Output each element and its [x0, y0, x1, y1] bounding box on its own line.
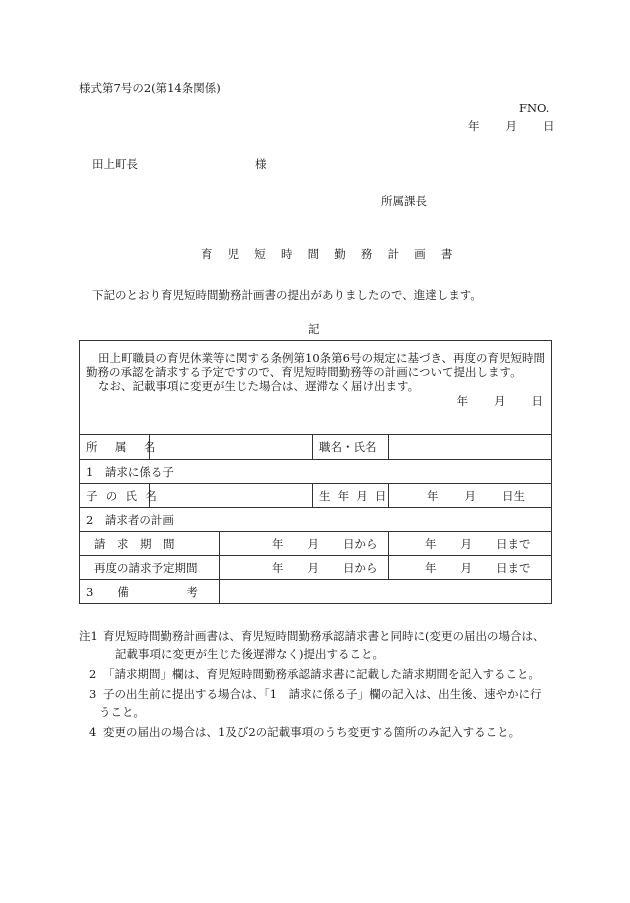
rp-start-month: 月 — [307, 536, 319, 551]
request-period-end[interactable] — [389, 532, 552, 556]
sender-title: 所属課長 — [381, 194, 427, 208]
rr-end-year: 年 — [425, 560, 437, 575]
re-request-row — [80, 556, 552, 580]
note-1-line-b: 記載事項に変更が生じた後遅滞なく)提出すること。 — [115, 647, 384, 661]
note-4-number: 4 — [89, 725, 97, 739]
position-name-value[interactable] — [389, 435, 552, 460]
child-row — [80, 484, 552, 508]
lead-text: 下記のとおり育児短時間勤務計画書の提出がありましたので、進達します。 — [92, 288, 482, 302]
remarks-row — [80, 580, 552, 604]
rr-start-month: 月 — [307, 560, 319, 575]
date-day: 日 — [543, 119, 555, 133]
birthdate-label: 生 年 月 日 — [313, 484, 389, 508]
request-period-row — [80, 532, 552, 556]
document-title: 育 児 短 時 間 勤 務 計 画 書 — [201, 247, 459, 261]
note-3-line-a: 子の出生前に提出する場合は、「1 請求に係る子」欄の記入は、出生後、速やかに行 — [103, 687, 542, 701]
note-3-number: 3 — [89, 687, 97, 701]
position-name-label: 職名・氏名 — [313, 435, 389, 460]
note-4 — [79, 723, 559, 741]
remarks-label: 備 考 — [117, 584, 198, 599]
addressee-name: 田上町長 — [92, 157, 138, 171]
rp-end-year: 年 — [425, 536, 437, 551]
affiliation-row — [80, 435, 552, 460]
note-1-line-a: 育児短時間勤務計画書は、育児短時間勤務承認請求書と同時に(変更の届出の場合は、 — [103, 629, 545, 643]
remarks-label-cell — [80, 580, 220, 604]
rr-end-to: 日まで — [496, 560, 531, 575]
plan-form-table — [79, 340, 552, 604]
note-1 — [79, 627, 559, 663]
ki-heading: 記 — [308, 322, 320, 336]
date-year: 年 — [468, 119, 480, 133]
re-request-label: 再度の請求予定期間 — [80, 556, 220, 580]
child-name-value[interactable] — [150, 484, 313, 508]
section2-heading: 2 請求者の計画 — [80, 508, 552, 532]
date-month: 月 — [505, 119, 517, 133]
intro-date — [86, 394, 545, 408]
re-request-end[interactable] — [389, 556, 552, 580]
intro-cell — [80, 341, 552, 435]
rp-end-month: 月 — [460, 536, 472, 551]
intro-line-1: 田上町職員の育児休業等に関する条例第10条第6号の規定に基づき、再度の育児短時間 — [98, 351, 545, 365]
notes-section — [79, 627, 559, 741]
note-3 — [79, 685, 559, 721]
rp-end-to: 日まで — [496, 536, 531, 551]
birthdate-value[interactable] — [389, 484, 552, 508]
addressee-honorific: 様 — [255, 157, 267, 171]
note-1-number: 注1 — [79, 629, 98, 643]
file-number: FNO. — [519, 101, 550, 115]
child-name-label: 子 の 氏 名 — [80, 484, 150, 508]
section1-heading: 1 請求に係る子 — [80, 460, 552, 484]
intro-date-day: 日 — [531, 394, 544, 408]
remarks-number: 3 — [86, 584, 94, 599]
rr-end-month: 月 — [460, 560, 472, 575]
birth-day: 日生 — [502, 488, 525, 503]
intro-line-3: なお、記載事項に変更が生じた場合は、遅滞なく届け出ます。 — [98, 379, 420, 393]
rr-start-year: 年 — [272, 560, 284, 575]
note-4-text: 変更の届出の場合は、1及び2の記載事項のうち変更する箇所のみ記入すること。 — [103, 725, 521, 739]
affiliation-value[interactable] — [150, 435, 313, 460]
note-2 — [79, 665, 559, 683]
rp-start-from: 日から — [343, 536, 378, 551]
rr-start-from: 日から — [343, 560, 378, 575]
birth-month: 月 — [464, 488, 476, 503]
birth-year: 年 — [427, 488, 439, 503]
rp-start-year: 年 — [272, 536, 284, 551]
re-request-start[interactable] — [220, 556, 389, 580]
intro-date-year: 年 — [456, 394, 469, 408]
intro-row — [80, 341, 552, 435]
request-period-start[interactable] — [220, 532, 389, 556]
intro-date-month: 月 — [494, 394, 506, 408]
form-number: 様式第7号の2(第14条関係) — [79, 81, 221, 95]
affiliation-label: 所 属 名 — [80, 435, 150, 460]
note-3-line-b: うこと。 — [99, 705, 145, 719]
note-2-number: 2 — [89, 667, 97, 681]
section1-row — [80, 460, 552, 484]
submission-date — [468, 121, 555, 133]
request-period-label: 請 求 期 間 — [80, 532, 220, 556]
remarks-value[interactable] — [220, 580, 552, 604]
intro-line-2: 勤務の承認を請求する予定ですので、育児短時間勤務等の計画について提出します。 — [86, 365, 522, 379]
section2-row — [80, 508, 552, 532]
note-2-text: 「請求期間」欄は、育児短時間勤務承認請求書に記載した請求期間を記入すること。 — [103, 667, 540, 681]
